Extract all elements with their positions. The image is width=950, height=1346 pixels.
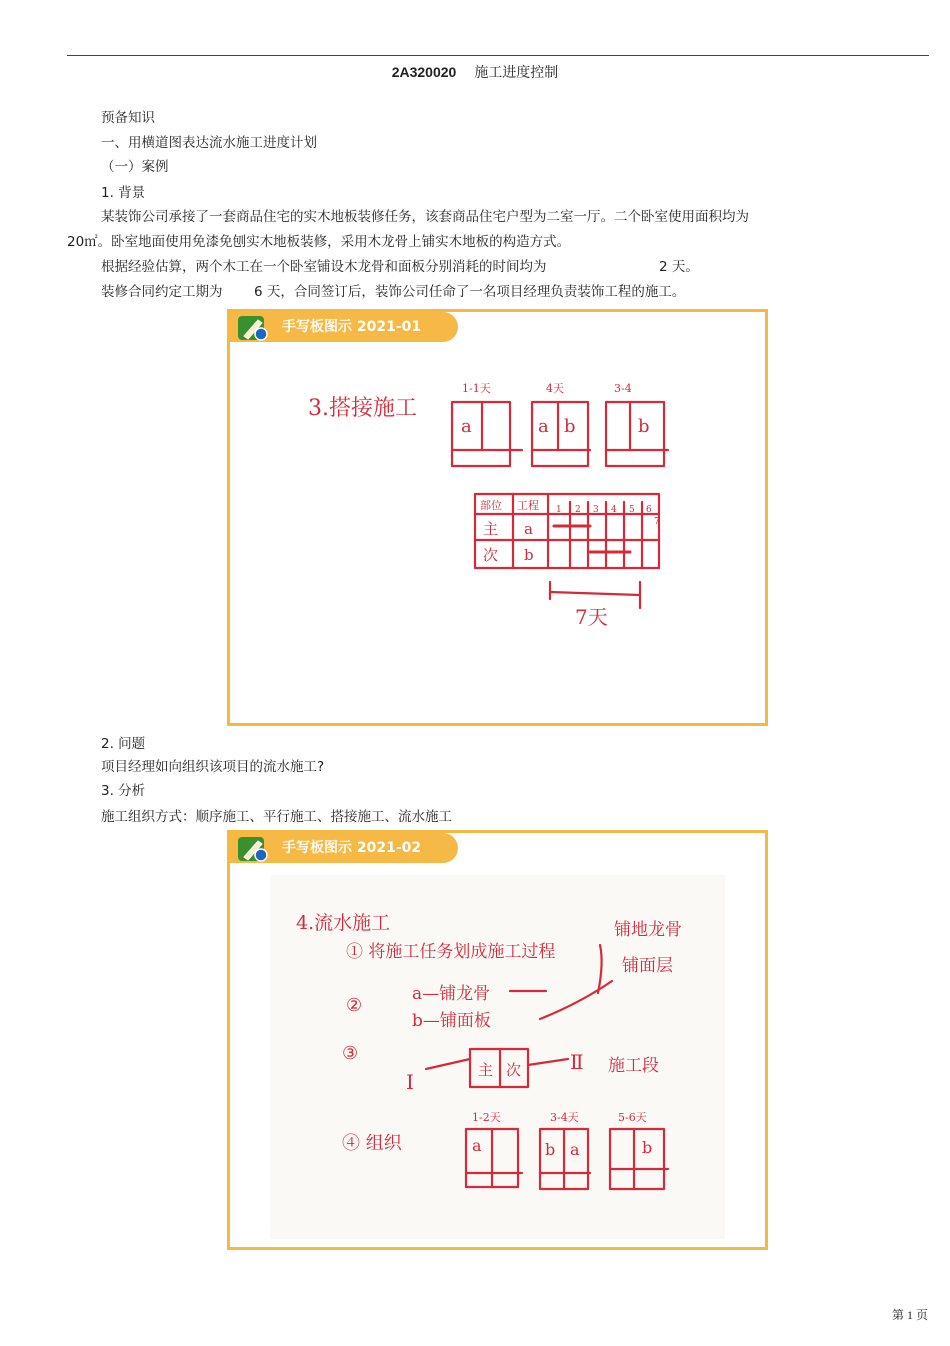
hw2-note-b: 铺面层 bbox=[622, 956, 673, 976]
hw-day-1: 1 bbox=[556, 505, 562, 515]
hw-box-1 bbox=[452, 382, 522, 466]
hw-box-2 bbox=[532, 382, 590, 466]
hw2-step3: ③ bbox=[342, 1043, 359, 1064]
background-paragraph-2b: 2 天。 bbox=[659, 259, 699, 275]
hw2-box-1-cell-0: a bbox=[472, 1136, 482, 1155]
hw-day-4: 4 bbox=[611, 505, 617, 515]
background-heading: 1. 背景 bbox=[101, 185, 146, 201]
hw-day-7: 7 bbox=[654, 517, 660, 527]
hw-box-3-top: 3-4 bbox=[614, 382, 632, 395]
hw-table-row-0-part: 主 bbox=[483, 520, 499, 538]
background-paragraph-3b: 6 天，合同签订后，装饰公司任命了一名项目经理负责装饰工程的施工。 bbox=[254, 284, 686, 300]
hw2-step2: ② bbox=[346, 995, 363, 1016]
hw-table-head-1: 工程 bbox=[517, 499, 539, 512]
panel-1-label-text: 手写板图示 2021-01 bbox=[282, 319, 422, 335]
section-heading: 一、用横道图表达流水施工进度计划 bbox=[101, 135, 317, 151]
hw-day-3: 3 bbox=[593, 505, 599, 515]
hw2-box-3-top: 5-6天 bbox=[618, 1111, 647, 1124]
header-title: 施工进度控制 bbox=[474, 65, 559, 81]
hw-table-row-1-part: 次 bbox=[483, 546, 499, 564]
header-rule bbox=[67, 55, 929, 56]
hw-box-1-top: 1-1天 bbox=[462, 382, 491, 395]
header-code: 2A320020 bbox=[391, 64, 457, 80]
hw2-step2-b: b—铺面板 bbox=[412, 1011, 491, 1031]
hw2-note-a: 铺地龙骨 bbox=[614, 920, 682, 940]
panel-2-label-text: 手写板图示 2021-02 bbox=[282, 840, 422, 856]
hw-box-2-top: 4天 bbox=[546, 382, 564, 395]
hw2-box-2-top: 3-4天 bbox=[550, 1111, 579, 1124]
hw-box-3 bbox=[606, 382, 668, 466]
hw-box-3-cell-b: b bbox=[638, 416, 650, 437]
background-paragraph-2a: 根据经验估算，两个木工在一个卧室铺设木龙骨和面板分别消耗的时间均为 bbox=[101, 259, 547, 275]
analysis-heading: 3. 分析 bbox=[101, 783, 146, 799]
question-heading: 2. 问题 bbox=[101, 736, 146, 752]
subsection-heading: （一）案例 bbox=[101, 159, 169, 175]
hw-schedule-table bbox=[475, 494, 660, 568]
hw-title: 3.搭接施工 bbox=[308, 396, 417, 421]
hw2-seg-I: Ⅰ bbox=[406, 1070, 414, 1094]
hw2-seg-II: Ⅱ bbox=[570, 1050, 584, 1074]
hw2-seg-note: 施工段 bbox=[608, 1056, 659, 1076]
hw2-box-1-top: 1-2天 bbox=[472, 1111, 501, 1124]
handwriting-panel-2 bbox=[227, 830, 768, 1250]
hw-box-2-cell-b: b bbox=[564, 416, 576, 437]
background-paragraph-1a: 某装饰公司承接了一套商品住宅的实木地板装修任务，该套商品住宅户型为二室一厅。二个卧室使用面积均为 bbox=[101, 209, 749, 225]
background-paragraph-1b: 20㎡。卧室地面使用免漆免刨实木地板装修，采用木龙骨上铺实木地板的构造方式。 bbox=[67, 234, 571, 250]
hw2-box-2-cell-1: a bbox=[570, 1140, 580, 1159]
hw2-seg-cell-1: 次 bbox=[506, 1061, 522, 1079]
analysis-text: 施工组织方式：顺序施工、平行施工、搭接施工、流水施工 bbox=[101, 809, 452, 825]
hw-box-1-cell-a: a bbox=[461, 416, 472, 437]
hw-day-2: 2 bbox=[575, 505, 581, 515]
hw2-title: 4.流水施工 bbox=[296, 912, 391, 934]
hw2-box-3-cell-1: b bbox=[642, 1138, 653, 1157]
hw-day-6: 6 bbox=[646, 505, 652, 515]
hw-table-row-0-work: a bbox=[524, 520, 533, 538]
hw-day-5: 5 bbox=[629, 505, 635, 515]
handwriting-drawing-2 bbox=[230, 833, 765, 1247]
hw2-step1: ① 将施工任务划成施工过程 bbox=[346, 942, 556, 962]
hw-table-head-0: 部位 bbox=[480, 499, 502, 512]
hw-span-label: 7天 bbox=[575, 605, 608, 629]
page-number: 第 1 页 bbox=[891, 1308, 928, 1322]
hw-span-marker bbox=[550, 582, 640, 629]
handwriting-drawing-1 bbox=[230, 312, 765, 723]
question-text: 项目经理如向组织该项目的流水施工? bbox=[101, 759, 325, 775]
background-paragraph-3a: 装修合同约定工期为 bbox=[101, 284, 223, 300]
hw2-box-2-cell-0: b bbox=[545, 1140, 556, 1159]
hw-table-row-1-work: b bbox=[524, 546, 534, 564]
handwriting-panel-1 bbox=[227, 309, 768, 726]
page-header bbox=[0, 62, 950, 82]
hw-box-2-cell-a: a bbox=[538, 416, 549, 437]
hw2-step4: ④ 组织 bbox=[342, 1133, 402, 1154]
hw2-step2-a: a—铺龙骨 bbox=[412, 984, 491, 1004]
hw2-seg-cell-0: 主 bbox=[478, 1061, 494, 1079]
prep-knowledge: 预备知识 bbox=[101, 110, 155, 126]
